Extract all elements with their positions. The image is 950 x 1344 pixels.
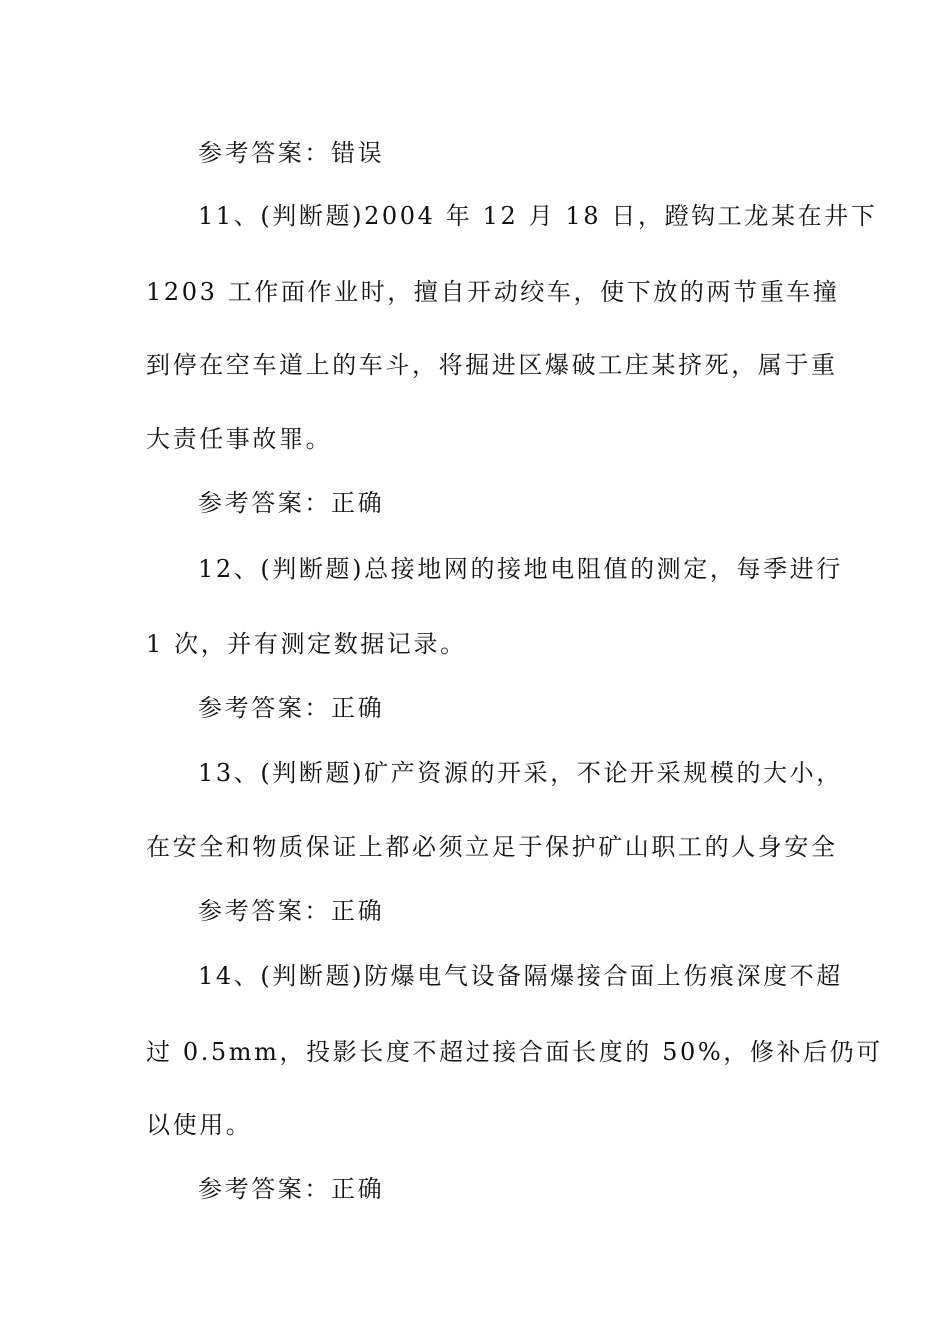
- question-12-line-1: 12、(判断题)总接地网的接地电阻值的测定，每季进行: [198, 555, 843, 583]
- question-11-line-3: 到停在空车道上的车斗，将掘进区爆破工庄某挤死，属于重: [146, 351, 838, 379]
- answer-line-12: 参考答案：正确: [198, 694, 385, 722]
- question-12-line-2: 1 次，并有测定数据记录。: [146, 630, 467, 658]
- question-11-line-1: 11、(判断题)2004 年 12 月 18 日，蹬钩工龙某在井下: [198, 202, 878, 230]
- question-14-line-3: 以使用。: [146, 1111, 253, 1139]
- answer-line-14: 参考答案：正确: [198, 1175, 385, 1203]
- question-11-line-2: 1203 工作面作业时，擅自开动绞车，使下放的两节重车撞: [146, 278, 840, 306]
- answer-line-11: 参考答案：正确: [198, 489, 385, 517]
- question-14-line-2: 过 0.5mm，投影长度不超过接合面长度的 50%，修补后仍可: [146, 1038, 883, 1066]
- question-13-line-2: 在安全和物质保证上都必须立足于保护矿山职工的人身安全: [146, 833, 838, 861]
- question-13-line-1: 13、(判断题)矿产资源的开采，不论开采规模的大小，: [198, 759, 843, 787]
- question-11-line-4: 大责任事故罪。: [146, 425, 333, 453]
- answer-line-13: 参考答案：正确: [198, 897, 385, 925]
- question-14-line-1: 14、(判断题)防爆电气设备隔爆接合面上伤痕深度不超: [198, 962, 843, 990]
- answer-line-10: 参考答案：错误: [198, 139, 385, 167]
